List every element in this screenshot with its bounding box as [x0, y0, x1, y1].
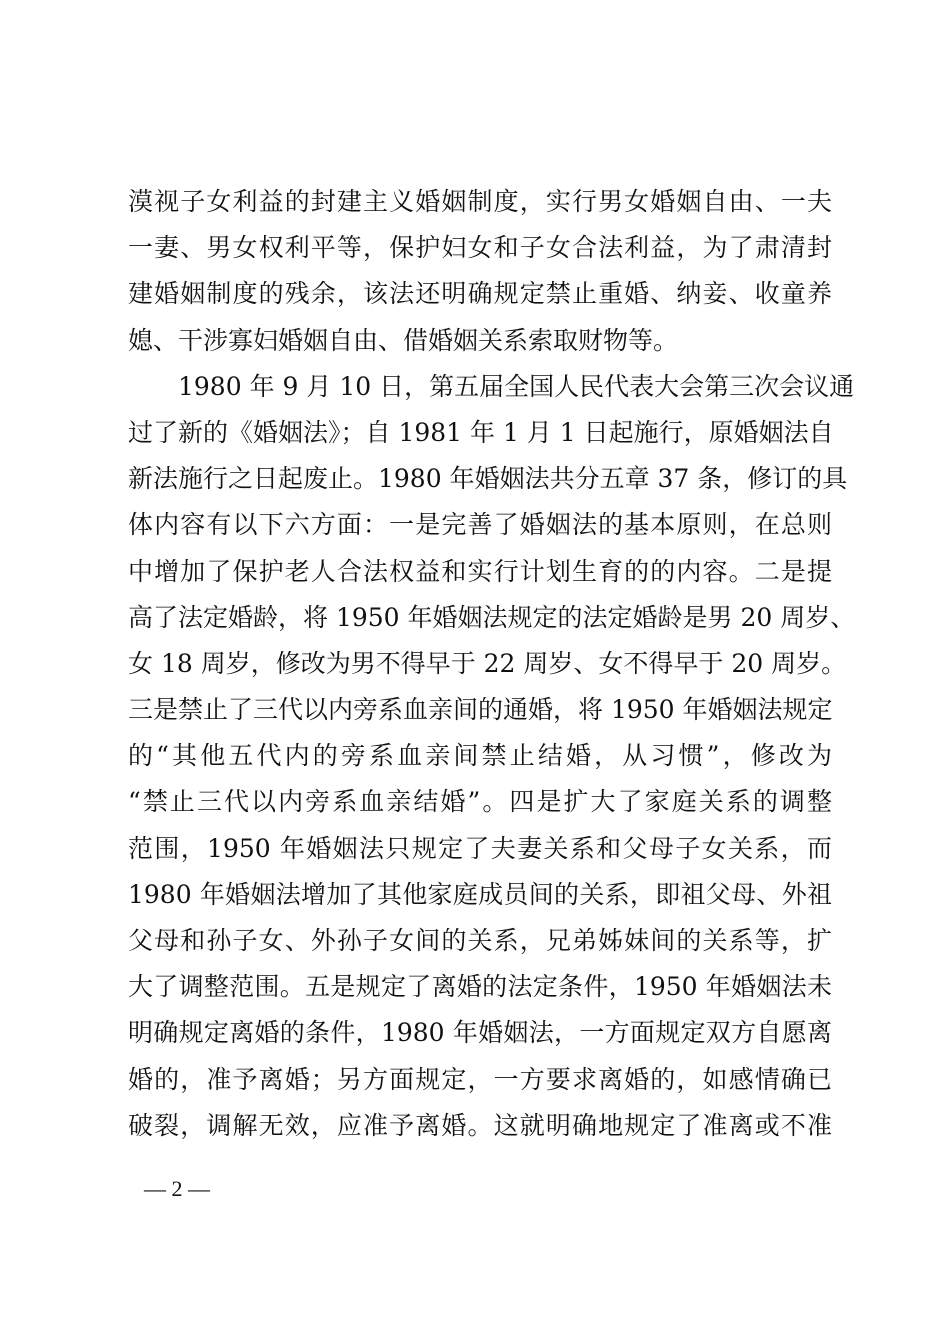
- text-line: 三是禁止了三代以内旁系血亲间的通婚，将 1950 年婚姻法规定: [128, 695, 833, 725]
- text-line: 1980 年 9 月 10 日，第五届全国人民代表大会第三次会议通: [178, 371, 855, 401]
- text-line: 漠视子女利益的封建主义婚姻制度，实行男女婚姻自由、一夫: [128, 187, 832, 216]
- text-line: 的“其他五代内的旁系血亲间禁止结婚，从习惯”，修改为: [128, 741, 832, 771]
- text-line: 范围，1950 年婚姻法只规定了夫妻关系和父母子女关系，而: [128, 833, 832, 863]
- text-line: 高了法定婚龄，将 1950 年婚姻法规定的法定婚龄是男 20 周岁、: [128, 602, 856, 632]
- text-line: 婚的，准予离婚；另方面规定，一方要求离婚的，如感情确已: [128, 1064, 832, 1094]
- text-line: 一妻、男女权利平等，保护妇女和子女合法利益，为了肃清封: [128, 233, 832, 263]
- text-line: 1980 年婚姻法增加了其他家庭成员间的关系，即祖父母、外祖: [128, 879, 832, 909]
- paragraph-2: [128, 364, 856, 1149]
- page-number: — 2 —: [144, 1176, 210, 1201]
- text-line: 明确规定离婚的条件，1980 年婚姻法，一方面规定双方自愿离: [128, 1018, 832, 1048]
- text-line: 媳、干涉寡妇婚姻自由、借婚姻关系索取财物等。: [128, 325, 679, 355]
- text-line: 中增加了保护老人合法权益和实行计划生育的的内容。二是提: [128, 556, 832, 586]
- text-line: 新法施行之日起废止。1980 年婚姻法共分五章 37 条，修订的具: [128, 464, 848, 494]
- text-line: 建婚姻制度的残余，该法还明确规定禁止重婚、纳妾、收童养: [128, 279, 832, 309]
- text-line: 过了新的《婚姻法》；自 1981 年 1 月 1 日起施行，原婚姻法自: [128, 417, 834, 447]
- text-line: 父母和孙子女、外孙子女间的关系，兄弟姊妹间的关系等，扩: [128, 926, 832, 955]
- document-body: [128, 179, 856, 1149]
- text-line: 大了调整范围。五是规定了离婚的法定条件，1950 年婚姻法未: [128, 972, 832, 1002]
- text-line: 破裂，调解无效，应准予离婚。这就明确地规定了准离或不准: [128, 1110, 832, 1140]
- paragraph-1: [128, 179, 832, 364]
- text-line: “禁止三代以内旁系血亲结婚”。四是扩大了家庭关系的调整: [128, 787, 832, 817]
- text-line: 体内容有以下六方面：一是完善了婚姻法的基本原则，在总则: [128, 510, 832, 540]
- text-line: 女 18 周岁，修改为男不得早于 22 周岁、女不得早于 20 周岁。: [128, 648, 847, 678]
